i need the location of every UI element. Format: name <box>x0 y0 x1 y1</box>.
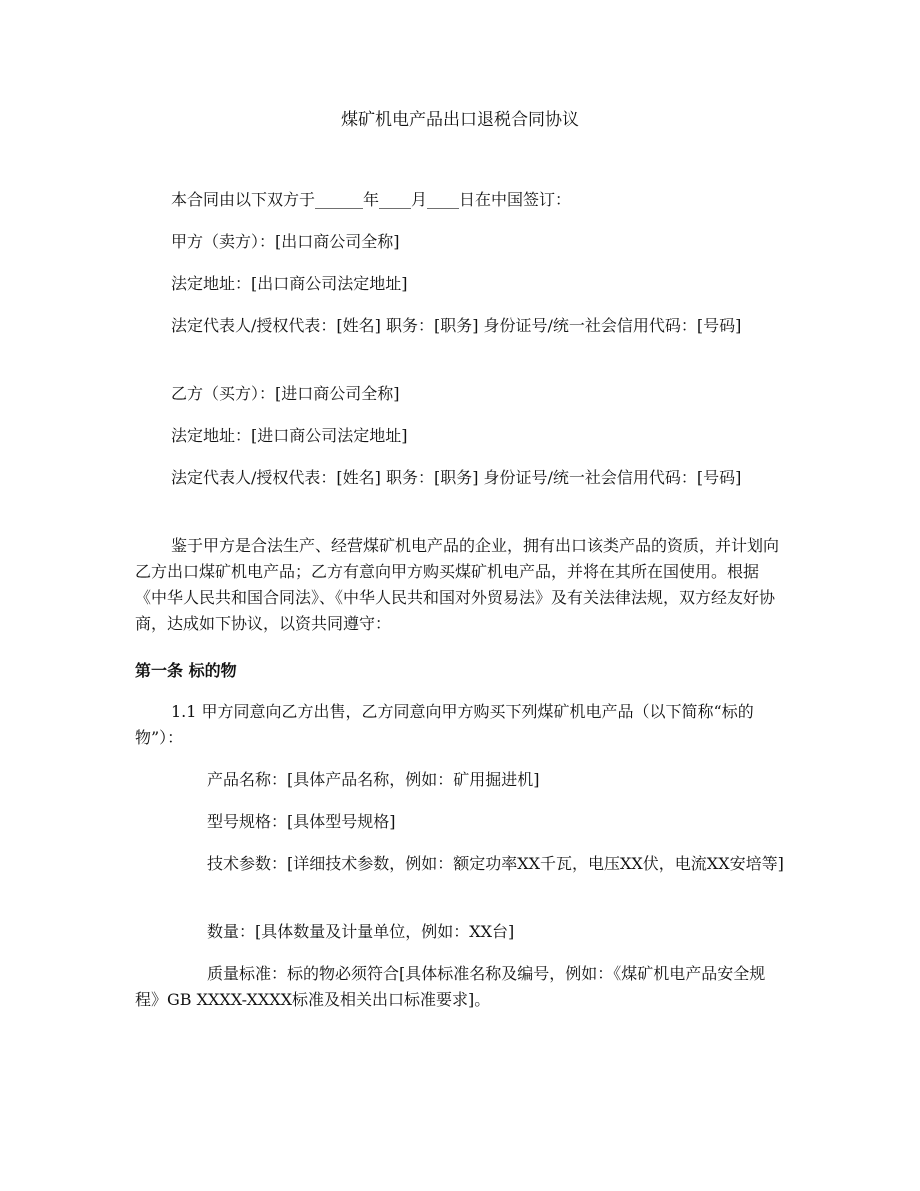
clause-1-1: 1.1 甲方同意向乙方出售，乙方同意向甲方购买下列煤矿机电产品（以下简称“标的物”）： <box>135 702 754 747</box>
recital-paragraph: 鉴于甲方是合法生产、经营煤矿机电产品的企业，拥有出口该类产品的资质，并计划向乙方出口煤矿机电产品；乙方有意向甲方购买煤矿机电产品，并将在其所在国使用。根据《中华人民共和国合同法》、《中华人民共和国对外贸易法》及有关法律法规，双方经友好协商，达成如下协议，以资共同遵守： <box>135 536 780 633</box>
section-1-heading: 第一条 标的物 <box>135 661 237 680</box>
party-b-representative: 法定代表人/授权代表：[姓名] 职务：[职务] 身份证号/统一社会信用代码：[号码] <box>171 468 742 487</box>
item-quantity: 数量：[具体数量及计量单位，例如：XX台] <box>207 922 515 941</box>
item-tech-params: 技术参数：[详细技术参数，例如：额定功率XX千瓦，电压XX伏，电流XX安培等] <box>207 854 784 873</box>
party-a-representative: 法定代表人/授权代表：[姓名] 职务：[职务] 身份证号/统一社会信用代码：[号码] <box>171 316 742 335</box>
item-model: 型号规格：[具体型号规格] <box>207 812 396 831</box>
party-b-address: 法定地址：[进口商公司法定地址] <box>171 426 408 445</box>
party-b-name: 乙方（买方）：[进口商公司全称] <box>171 384 400 403</box>
party-a-name: 甲方（卖方）：[出口商公司全称] <box>171 232 400 251</box>
document-title: 煤矿机电产品出口退税合同协议 <box>341 110 579 130</box>
signing-date-paragraph: 本合同由以下双方于______年____月____日在中国签订： <box>171 190 572 209</box>
item-product-name: 产品名称：[具体产品名称，例如：矿用掘进机] <box>207 770 540 789</box>
party-a-address: 法定地址：[出口商公司法定地址] <box>171 274 408 293</box>
item-quality-standard: 质量标准：标的物必须符合[具体标准名称及编号，例如：《煤矿机电产品安全规程》GB XXXX-XXXX标准及相关出口标准要求]。 <box>135 964 766 1009</box>
